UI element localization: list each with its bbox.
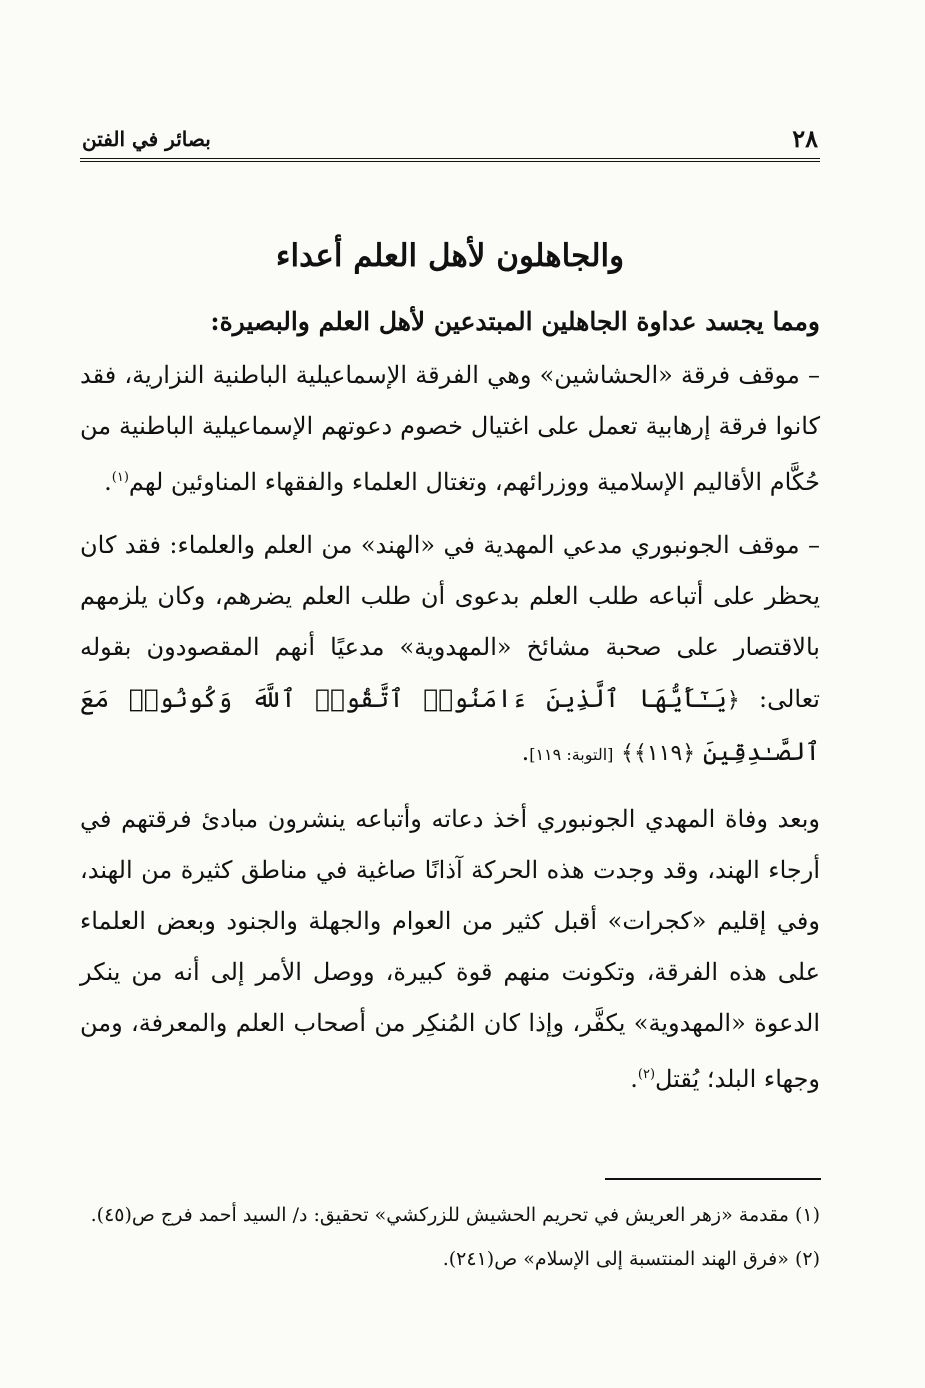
footnotes <box>80 1196 820 1278</box>
footnote-2 <box>80 1240 820 1278</box>
verse-number-marker: ﴿١١٩﴾ <box>633 741 696 767</box>
footnote-1 <box>80 1196 820 1234</box>
section-lead: ومما يجسد عداوة الجاهلين المبتدعين لأهل العلم والبصيرة: <box>210 307 820 337</box>
verse-reference: [التوبة: ١١٩] <box>529 745 614 765</box>
section-heading: والجاهلون لأهل العلم أعداء <box>275 238 625 274</box>
running-header <box>80 124 820 162</box>
paragraph-text: وبعد وفاة المهدي الجونبوري أخذ دعاته وأتباعه ينشرون مبادئ فرقتهم في أرجاء الهند، وقد وجدت هذه الحركة آذانًا صاغية في مناطق كثيرة من الهند، وفي إقليم «كجرات» أقبل كثير من العوام والجهلة والجنود وبعض العلماء على هذه الفرقة، وتكونت منهم قوة كبيرة، ووصل الأمر إلى أنه من ينكر الدعوة «المهدوية» يكفَّر، وإذا كان المُنكِر من أصحاب العلم والمعرفة، ومن وجهاء البلد؛ يُقتل <box>80 805 820 1094</box>
paragraph-text: – موقف الجونبوري مدعي المهدية في «الهند» من العلم والعلماء: فقد كان يحظر على أتباعه طلب العلم بدعوى أن طلب العلم يضرهم، وكان يلزمهم بالاقتصار على صحبة مشائخ «المهدوية» مدعيًا أنهم المقصودون بقوله تعالى: <box>80 531 820 714</box>
footnote-ref: (٢) <box>637 1067 656 1083</box>
page-number: ٢٨ <box>792 124 818 153</box>
footnote-number: (١) <box>794 1204 820 1226</box>
footnote-number: (٢) <box>794 1248 820 1270</box>
main-text <box>80 235 820 1105</box>
footnote-text: «فرق الهند المنتسبة إلى الإسلام» ص(٢٤١). <box>442 1248 789 1270</box>
quran-verse: يَـٰٓأَيُّهَا ٱلَّذِينَ ءَامَنُوا۟ ٱتَّقُوا۟ ٱللَّهَ وَكُونُوا۟ مَعَ ٱلصَّـٰدِقِينَ <box>80 684 820 767</box>
paragraph-after-death <box>80 794 820 1105</box>
footnote-ref: (١) <box>111 470 129 486</box>
paragraph-text: – موقف فرقة «الحشاشين» وهي الفرقة الإسماعيلية الباطنية النزارية، فقد كانوا فرقة إرهابية تعمل على اغتيال خصوم دعوتهم الإسماعيلية الباطنية من حُكَّام الأقاليم الإسلامية ووزرائهم، وتغتال العلماء والفقهاء المناوئين لهم <box>80 361 821 497</box>
footnote-separator <box>605 1178 821 1180</box>
sentence-end: . <box>630 1065 638 1094</box>
paragraph-jaunpuri <box>80 520 820 780</box>
footnote-text: مقدمة «زهر العريش في تحريم الحشيش للزركشي» تحقيق: د/ السيد أحمد فرج ص(٤٥). <box>90 1204 789 1226</box>
book-title: بصائر في الفتن <box>82 127 211 151</box>
verse-open-bracket: ﴿ <box>726 688 740 714</box>
paragraph-hashashin <box>80 350 820 508</box>
sentence-end: . <box>521 738 530 767</box>
verse-close-bracket: ﴾ <box>621 741 634 767</box>
sentence-end: . <box>104 468 112 497</box>
